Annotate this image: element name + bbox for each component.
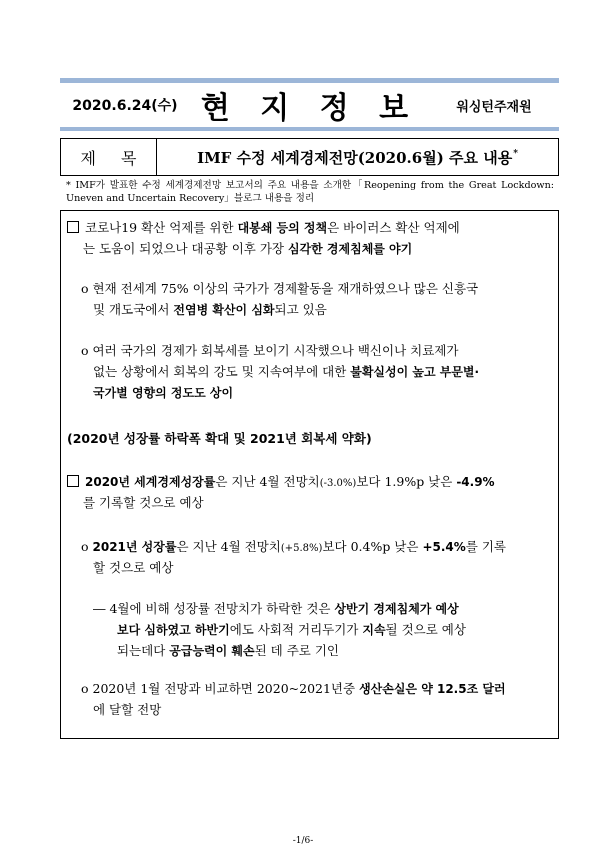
paragraph-7-line-1: o 2020년 1월 전망과 비교하면 2020~2021년중 생산손실은 약 12.5조 달러: [81, 681, 506, 696]
subject-box: [60, 138, 559, 176]
square-bullet-icon: [67, 475, 79, 487]
paragraph-6-line-1: ― 4월에 비해 성장률 전망치가 하락한 것은 상반기 경제침체가 예상: [93, 601, 459, 616]
header: [60, 83, 559, 127]
square-bullet-icon: [67, 221, 79, 233]
paragraph-1-line-2: 는 도움이 되었으나 대공황 이후 가장 심각한 경제침체를 야기: [83, 241, 413, 256]
paragraph-2-line-2: 및 개도국에서 전염병 확산이 심화되고 있음: [93, 302, 327, 317]
paragraph-3-line-1: o 여러 국가의 경제가 회복세를 보이기 시작했으나 백신이나 치료제가: [81, 343, 459, 358]
paragraph-6-line-2: 보다 심하였고 하반기에도 사회적 거리두기가 지속될 것으로 예상: [117, 622, 466, 637]
subject-title: IMF 수정 세계경제전망(2020.6월) 주요 내용: [197, 148, 513, 167]
paragraph-4-line-1: 2020년 세계경제성장률은 지난 4월 전망치(-3.0%)보다 1.9%p 낮은 -4.9%: [67, 473, 495, 493]
page-title: 현 지 정 보: [200, 91, 419, 126]
paragraph-3-line-2: 없는 상황에서 회복의 강도 및 지속여부에 대한 불확실성이 높고 부문별·: [93, 364, 480, 379]
office-name: 워싱턴주재원: [456, 99, 532, 115]
subject-label: 제 목: [61, 139, 157, 175]
paragraph-7-line-2: 에 달할 전망: [93, 702, 162, 717]
paragraph-6-line-3: 되는데다 공급능력이 훼손된 데 주로 기인: [117, 643, 339, 658]
report-date: 2020.6.24(수): [72, 98, 178, 114]
paragraph-4-line-2: 를 기록할 것으로 예상: [83, 495, 204, 510]
paragraph-5-line-2: 할 것으로 예상: [93, 560, 174, 575]
content-box: [60, 210, 559, 739]
section-heading: (2020년 성장률 하락폭 확대 및 2021년 회복세 약화): [67, 431, 372, 446]
footnote-marker: *: [513, 149, 518, 159]
subject-title-cell: [157, 139, 558, 175]
footnote: * IMF가 발표한 수정 세계경제전망 보고서의 주요 내용을 소개한「Reopening from the Great Lockdown: Uneven and Uncertain Recovery」블로그 내용을 정리: [66, 180, 554, 204]
page-number: -1/6-: [292, 836, 314, 846]
paragraph-1-line-1: 코로나19 확산 억제를 위한 대봉쇄 등의 정책은 바이러스 확산 억제에: [67, 219, 460, 237]
paragraph-3-line-3: 국가별 영향의 정도도 상이: [93, 386, 234, 400]
paragraph-5-line-1: o 2021년 성장률은 지난 4월 전망치(+5.8%)보다 0.4%p 낮은 +5.4%를 기록: [81, 539, 506, 554]
paragraph-2-line-1: o 현재 전세계 75% 이상의 국가가 경제활동을 재개하였으나 많은 신흥국: [81, 281, 479, 296]
header-bottom-band: [60, 127, 559, 131]
